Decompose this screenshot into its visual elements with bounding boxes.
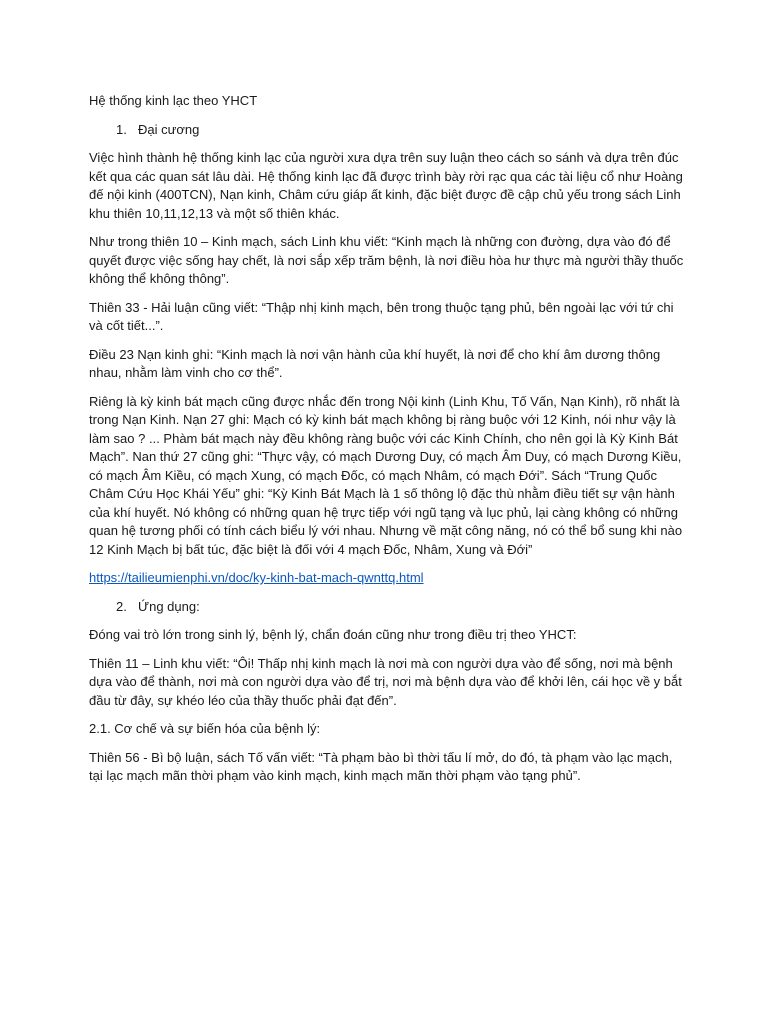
paragraph-4: Điều 23 Nạn kinh ghi: “Kinh mạch là nơi vận hành của khí huyết, là nơi để cho khí âm dương thông nhau, nhằm làm vinh cho cơ thể”.: [89, 346, 661, 380]
document-title: Hệ thống kinh lạc theo YHCT: [89, 93, 258, 108]
paragraph-5: Riêng là kỳ kinh bát mạch cũng được nhắc đến trong Nội kinh (Linh Khu, Tố Vấn, Nạn Kinh), rõ nhất là trong Nạn Kinh. Nạn 27 ghi: Mạch có kỳ kinh bát mạch không bị ràng buộc với 12 Kinh, nói như vậy là làm sao ? ... Phàm bát mạch này đều không ràng buộc với các Kinh Chính, cho nên gọi là Kỳ Kinh Bát Mạch”. Nan thứ 27 cũng ghi: “Thực vậy, có mạch Dương Duy, có mạch Âm Duy, có mạch Dương Kiều, có mạch Âm Kiều, có mạch Xung, có mạch Đốc, có mạch Nhâm, có mạch Đới”. Sách “Trung Quốc Châm Cứu Học Khái Yếu” ghi: “Kỳ Kinh Bát Mạch là 1 số thông lộ đặc thù nhằm điều tiết sự vận hành của khí huyết. Nó không có những quan hệ trực tiếp với ngũ tạng và lục phủ, lại càng không có những quan hệ tương phối có tính cách biểu lý với nhau. Nhưng về mặt công năng, nó có thể bổ sung khi nào 12 Kinh Mạch bị bất túc, đặc biệt là đối với 4 mạch Đốc, Nhâm, Xung và Đới”: [89, 393, 683, 557]
paragraph-2: Như trong thiên 10 – Kinh mạch, sách Linh khu viết: “Kinh mạch là những con đường, dựa vào đó để quyết được việc sống hay chết, là nơi sắp xếp trăm bệnh, là nơi điều hòa hư thực mà người thầy thuốc không thể không thông”.: [89, 234, 684, 286]
section-number-1: 1.: [116, 121, 127, 137]
subsection-heading: 2.1. Cơ chế và sự biến hóa của bệnh lý:: [89, 721, 321, 736]
paragraph-9: Thiên 56 - Bì bộ luận, sách Tố vấn viết: “Tà phạm bào bì thời tấu lí mở, do đó, tà phạm vào lạc mạch, tại lạc mạch mãn thời phạm vào kinh mạch, kinh mạch mãn thời phạm vào tạng phủ”.: [89, 749, 673, 783]
section-heading-1: [89, 121, 689, 140]
section-heading-2: [89, 598, 689, 617]
paragraph-7: Thiên 11 – Linh khu viết: “Ôi! Thấp nhị kinh mạch là nơi mà con người dựa vào để sống, nơi mà bệnh dựa vào để thành, nơi mà con người dựa vào để trị, nơi mà bệnh dựa vào để khởi lên, cái học về y bắt đầu từ đây, sự khéo léo của thầy thuốc phải đạt đến”.: [89, 655, 682, 708]
paragraph-1: Việc hình thành hệ thống kinh lạc của người xưa dựa trên suy luận theo cách so sánh và dựa trên đúc kết qua các quan sát lâu dài. Hệ thống kinh lạc đã được trình bày rời rạc qua các tài liệu cổ như Hoàng đế nội kinh (400TCN), Nạn kinh, Châm cứu giáp ất kinh, đặc biệt được đề cập chủ yếu trong sách Linh khu thiên 10,11,12,13 và một số thiên khác.: [89, 150, 683, 221]
section-label-2: Ứng dụng:: [138, 598, 200, 614]
section-label-1: Đại cương: [138, 121, 200, 137]
paragraph-3: Thiên 33 - Hải luận cũng viết: “Thập nhị kinh mạch, bên trong thuộc tạng phủ, bên ngoài lạc với tứ chi và cốt tiết...”.: [89, 299, 674, 333]
document-page: [89, 92, 689, 796]
paragraph-6: Đóng vai trò lớn trong sinh lý, bệnh lý, chẩn đoán cũng như trong điều trị theo YHCT:: [89, 627, 577, 642]
source-link[interactable]: https://tailieumienphi.vn/doc/ky-kinh-bat-mach-qwnttq.html: [89, 570, 424, 585]
section-number-2: 2.: [116, 598, 127, 614]
